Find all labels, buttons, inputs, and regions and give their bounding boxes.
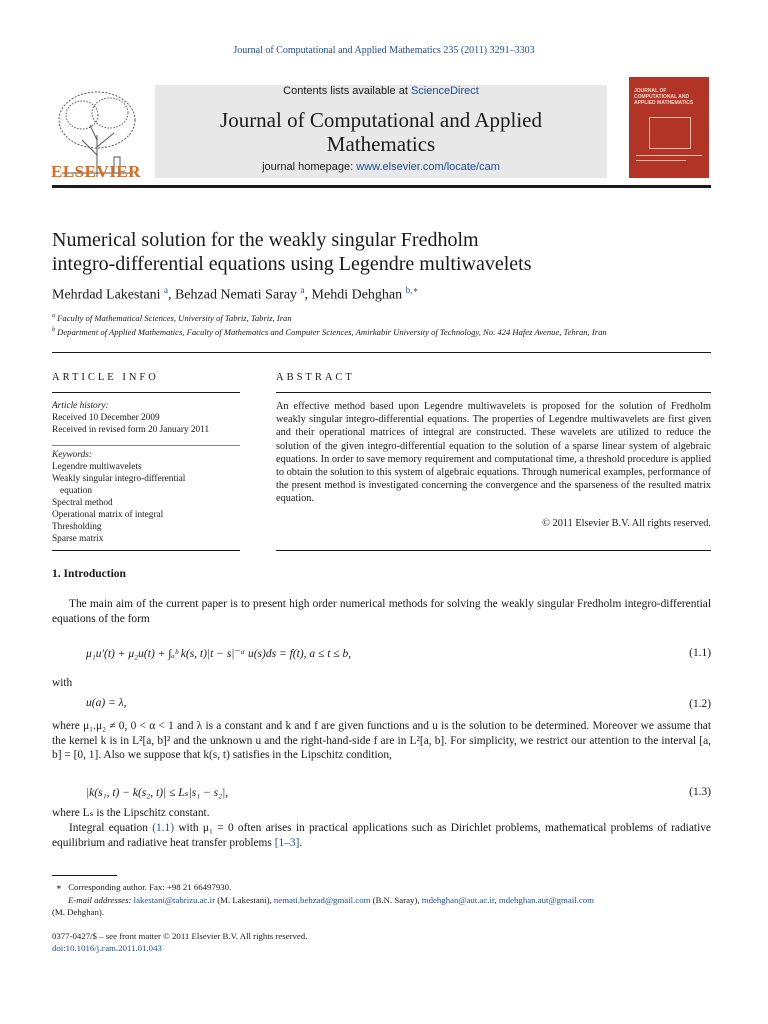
- email-tail: (M. Dehghan).: [52, 907, 105, 917]
- email-owner: (M. Lakestani),: [215, 895, 274, 905]
- asterisk-mark: ∗: [56, 882, 62, 892]
- journal-homepage: [155, 161, 607, 173]
- keywords-block: [52, 449, 240, 545]
- cover-title: JOURNAL OF COMPUTATIONAL AND APPLIED MATHEMATICS: [634, 88, 694, 106]
- intro-paragraph-3: where Lₛ is the Lipschitz constant.: [52, 807, 210, 819]
- author-name: Mehdi Dehghan: [311, 287, 403, 303]
- sciencedirect-link[interactable]: ScienceDirect: [410, 85, 479, 97]
- contents-line: [155, 85, 607, 97]
- equation-ref-link[interactable]: (1.1): [152, 822, 175, 834]
- keyword: Thresholding: [52, 522, 102, 532]
- keyword: Legendre multiwavelets: [52, 462, 142, 472]
- journal-title-line1: Journal of Computational and Applied: [220, 108, 542, 132]
- email-link[interactable]: mdehghan.aut@gmail.com: [498, 895, 594, 905]
- equation-number: (1.1): [689, 647, 711, 659]
- article-info-rule: [52, 392, 240, 393]
- abstract-text: An effective method based upon Legendre multiwavelets is proposed for the solution of Fredholm weakly singular integro-differential equations. The properties of Legendre multiwavelets are first given and their operational matrices of integral are constructed. These wavelets are utilized to reduce the solution of the given integro-differential equation to the solution of a sparse linear system of algebraic equations. In order to save memory requirement and computational time, a threshold procedure is applied to obtain the solution to this system of algebraic equations. Through numerical examples, performance of the present method is investigated concerning the convergence and the sparseness of the resulted matrix equation.: [276, 401, 711, 505]
- author-affiliation-mark[interactable]: a: [300, 285, 305, 295]
- equation-number: (1.2): [689, 698, 711, 710]
- author-list: [52, 285, 711, 304]
- with-text: with: [52, 677, 73, 689]
- keyword: Sparse matrix: [52, 534, 104, 544]
- paper-title: [52, 228, 711, 276]
- p4-text: with μ₁ = 0 often arises in practical applications such as Dirichlet problems, mathematical problems of radiative equilibrium and radiative heat transfer problems: [52, 822, 711, 849]
- history-label: Article history:: [52, 401, 109, 411]
- homepage-prefix: journal homepage:: [262, 161, 357, 173]
- corresponding-author-note: [52, 881, 711, 893]
- journal-reference[interactable]: Journal of Computational and Applied Mathematics 235 (2011) 3291–3303: [233, 45, 535, 56]
- corresponding-text: Corresponding author. Fax: +98 21 66497930.: [68, 882, 232, 892]
- intro-paragraph-4: [52, 821, 711, 850]
- homepage-link[interactable]: www.elsevier.com/locate/cam: [356, 161, 500, 173]
- footnote-rule: [52, 875, 117, 876]
- p4-text: Integral equation: [69, 822, 153, 834]
- journal-title-line2: Mathematics: [326, 132, 436, 156]
- equation-1-3: |k(s₁, t) − k(s₂, t)| ≤ Lₛ|s₁ − s₂|,: [86, 787, 229, 799]
- author-affiliation-mark[interactable]: b,∗: [405, 285, 419, 295]
- author-name: Mehrdad Lakestani: [52, 287, 161, 303]
- title-rule: [52, 352, 711, 353]
- abstract-heading: ABSTRACT: [276, 372, 355, 383]
- keyword: Spectral method: [52, 498, 113, 508]
- abstract-copyright: © 2011 Elsevier B.V. All rights reserved.: [542, 518, 711, 529]
- citation-link[interactable]: [1–3]: [274, 836, 300, 849]
- email-link[interactable]: nemati.behzad@gmail.com: [273, 895, 371, 905]
- contents-prefix: Contents lists available at: [283, 85, 411, 97]
- email-label: E-mail addresses:: [68, 895, 132, 905]
- article-info-bottom-rule: [52, 550, 240, 551]
- cover-illustration: [649, 117, 691, 149]
- cover-divider: [636, 160, 686, 161]
- article-history: [52, 400, 240, 436]
- paper-title-line2: integro-differential equations using Legendre multiwavelets: [52, 253, 532, 275]
- affiliation-b: [52, 327, 607, 337]
- cover-divider: [636, 155, 702, 156]
- revised-date: Received in revised form 20 January 2011: [52, 425, 210, 435]
- keyword: Operational matrix of integral: [52, 510, 164, 520]
- email-owner: (B.N. Saray),: [370, 895, 422, 905]
- affiliation-a: [52, 313, 292, 323]
- intro-paragraph-2: where μ₁.μ₂ ≠ 0, 0 < α < 1 and λ is a constant and k and f are given functions and u is the solution to be determined. Moreover we assume that the kernel k is in L²[a, b]² and the unknown u and the right-hand-side f are in L²[a, b]. For simplicity, we restrict our attention to the interval [a, b] = [0, 1]. Also we suppose that k(s, t) satisfies in the Lipschitz condition,: [52, 720, 711, 761]
- article-info-heading: ARTICLE INFO: [52, 372, 159, 383]
- header-rule: [52, 185, 711, 188]
- received-date: Received 10 December 2009: [52, 413, 160, 423]
- equation-number: (1.3): [689, 786, 711, 798]
- publisher-logo-text: ELSEVIER: [51, 162, 141, 181]
- journal-title: [155, 108, 607, 156]
- email-addresses: [52, 894, 711, 906]
- affiliation-mark: a: [52, 313, 55, 320]
- affiliation-text: Faculty of Mathematical Sciences, University of Tabriz, Tabriz, Iran: [57, 313, 292, 323]
- intro-paragraph-1: The main aim of the current paper is to present high order numerical methods for solving the weakly singular Fredholm integro-differential equations of the form: [52, 598, 711, 625]
- doi-link[interactable]: doi:10.1016/j.cam.2011.01.043: [52, 943, 162, 953]
- keyword: equation: [60, 486, 93, 496]
- author-separator: ,: [304, 287, 312, 303]
- email-link[interactable]: mdehghan@aut.ac.ir: [421, 895, 495, 905]
- affiliation-text: Department of Applied Mathematics, Faculty of Mathematics and Computer Sciences, Amirkabir University of Technology, No. 424 Hafez Avenue, Tehran, Iran: [57, 327, 607, 337]
- abstract-rule: [276, 392, 711, 393]
- author-name: Behzad Nemati Saray: [174, 287, 298, 303]
- email-link[interactable]: lakestani@tabrizu.ac.ir: [133, 895, 216, 905]
- p4-text: .: [299, 836, 303, 849]
- author-affiliation-mark[interactable]: a: [163, 285, 168, 295]
- paper-title-line1: Numerical solution for the weakly singular Fredholm: [52, 229, 479, 251]
- author-separator: ,: [167, 287, 175, 303]
- keywords-label: Keywords:: [52, 450, 92, 460]
- equation-1-2: u(a) = λ,: [86, 697, 127, 709]
- email-separator: ,: [494, 895, 499, 905]
- history-rule: [52, 445, 240, 446]
- issn-line: 0377-0427/$ – see front matter © 2011 Elsevier B.V. All rights reserved.: [52, 931, 308, 941]
- section-heading-introduction: 1. Introduction: [52, 568, 126, 580]
- equation-1-1: μ₁u′(t) + μ₂u(t) + ∫ₐᵇ k(s, t)|t − s|⁻ᵅ u(s)ds = f(t), a ≤ t ≤ b,: [86, 648, 352, 660]
- keyword: Weakly singular integro-differential: [52, 474, 186, 484]
- abstract-bottom-rule: [276, 550, 711, 551]
- affiliation-mark: b: [52, 327, 55, 334]
